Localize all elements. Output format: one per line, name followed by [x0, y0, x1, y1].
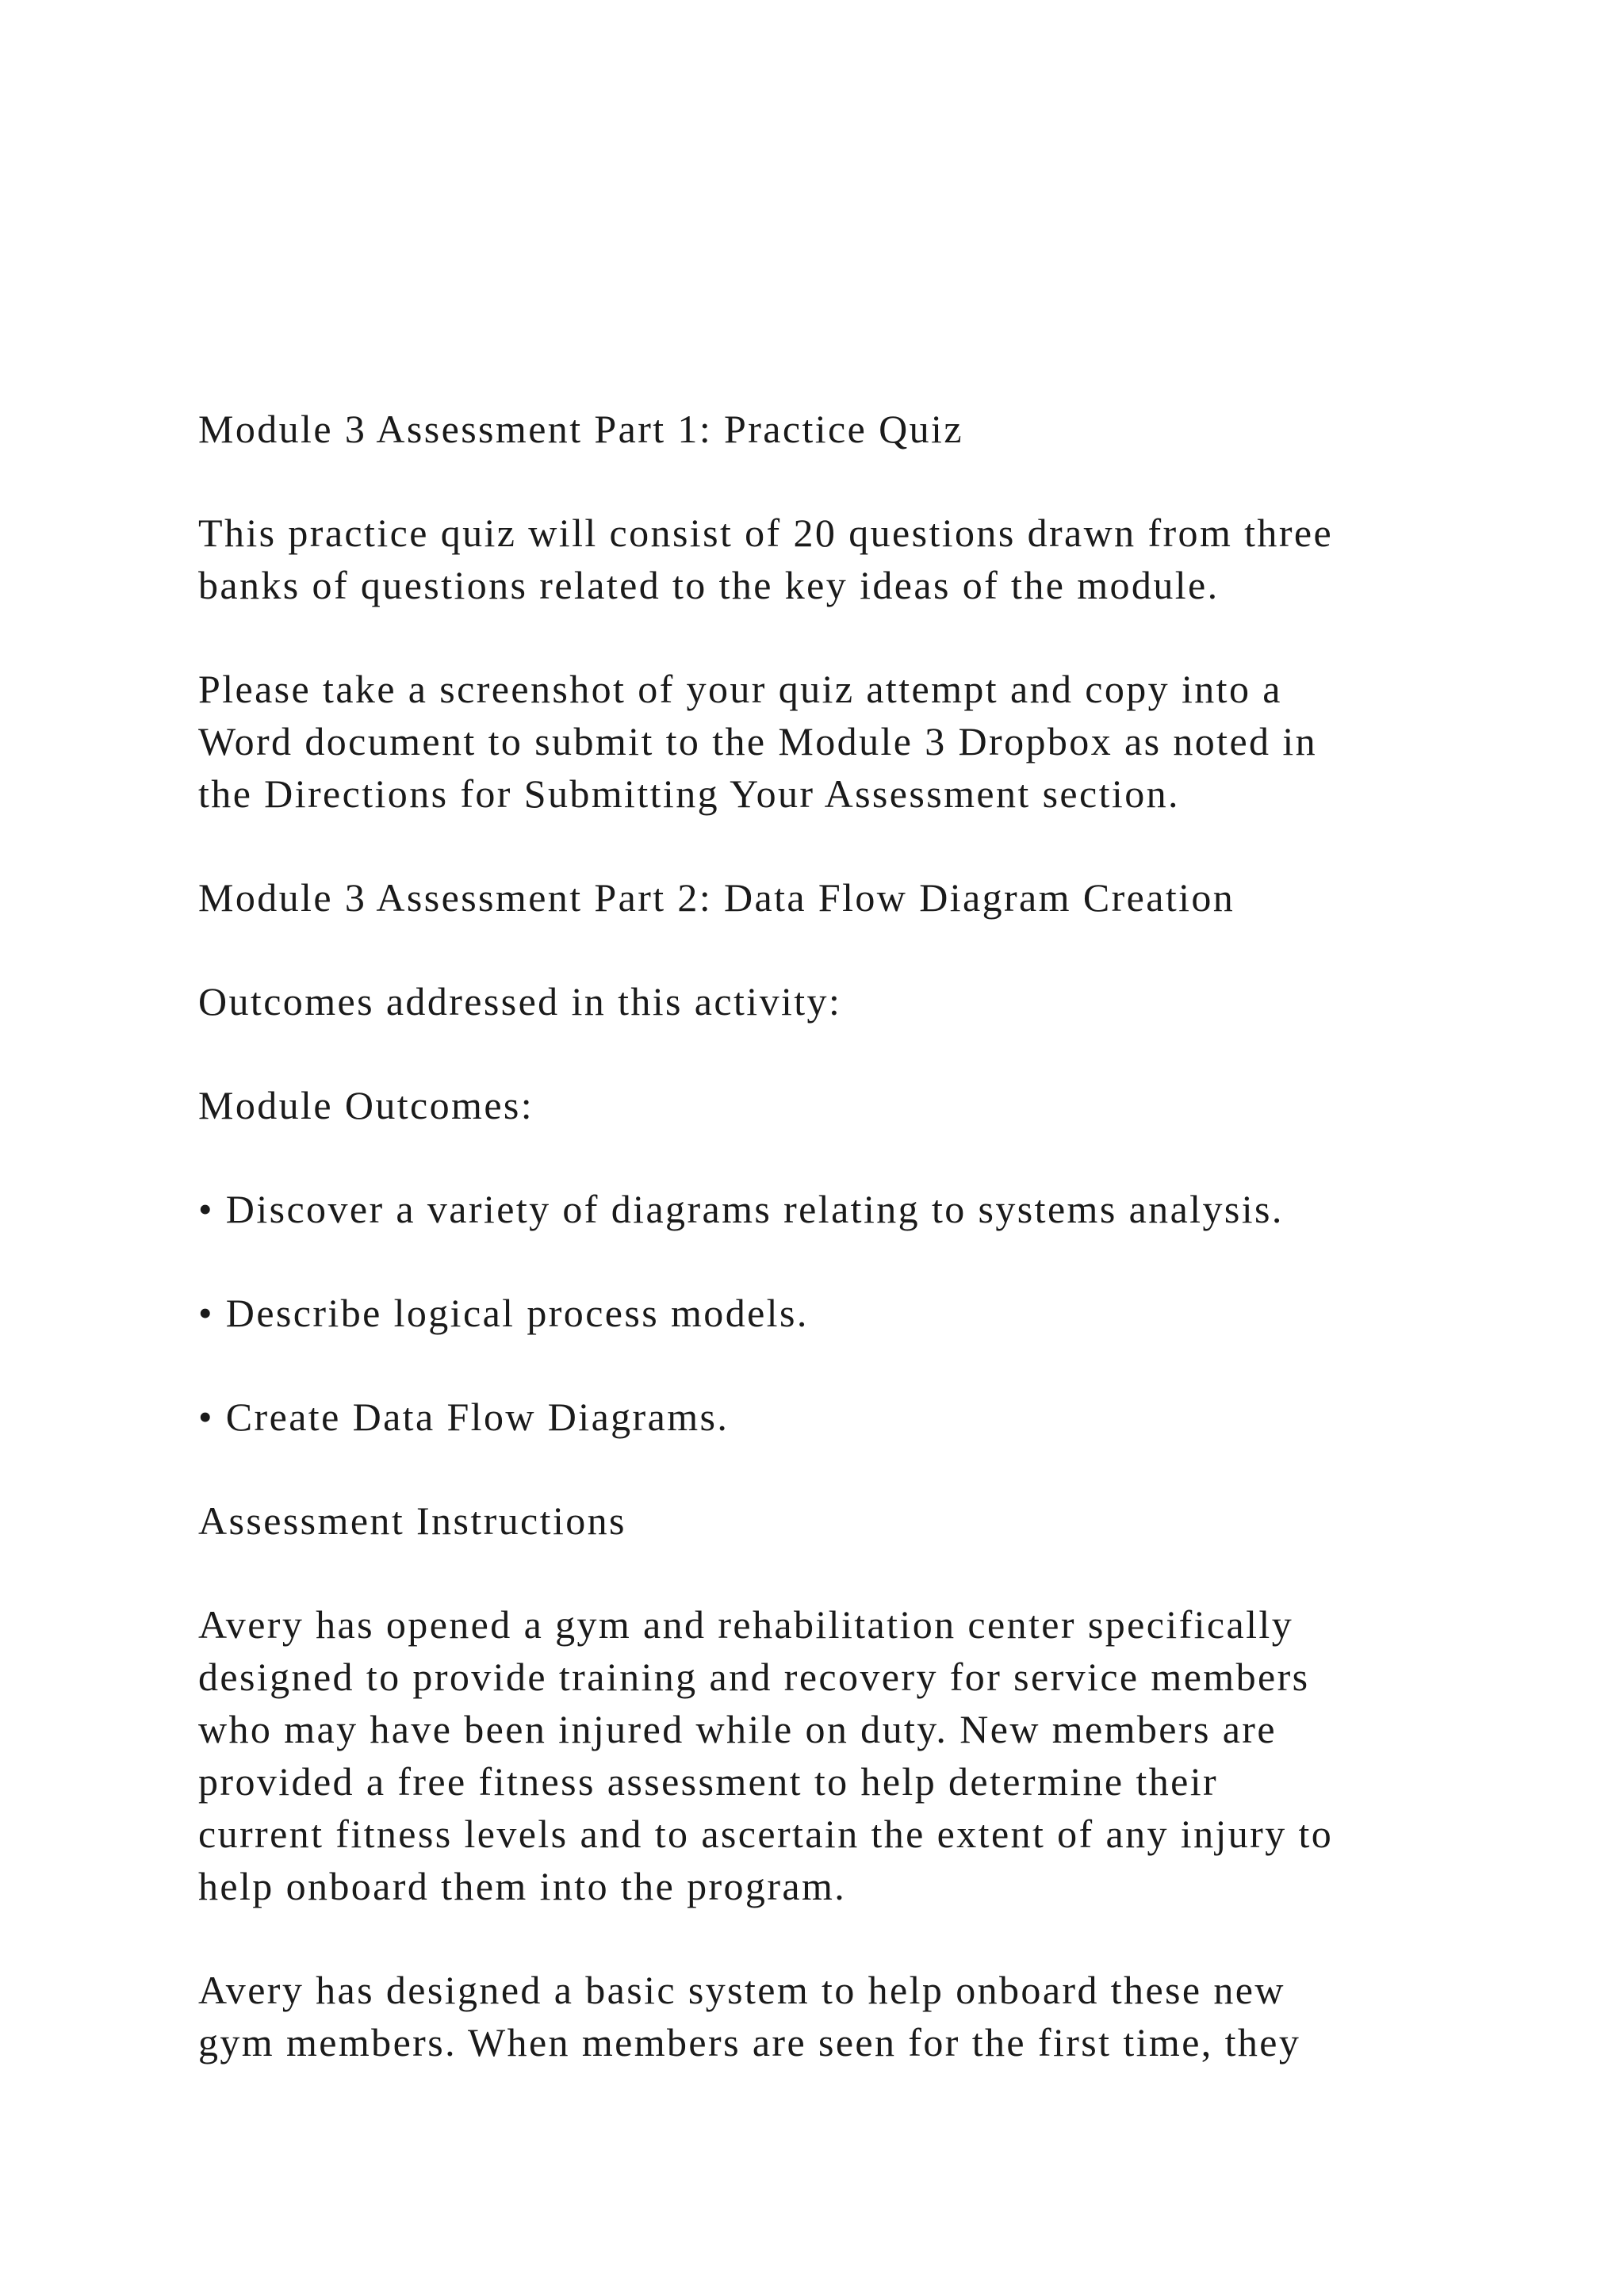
assessment-instructions-heading: Assessment Instructions — [198, 1498, 626, 1543]
module-outcomes-heading: Module Outcomes: — [198, 1083, 534, 1127]
outcome-bullet-item: • Create Data Flow Diagrams. — [198, 1395, 730, 1439]
outcome-bullet-item: • Discover a variety of diagrams relating to systems analysis. — [198, 1187, 1284, 1231]
part1-heading: Module 3 Assessment Part 1: Practice Quiz — [198, 407, 963, 451]
quiz-description-paragraph: This practice quiz will consist of 20 questions drawn from three banks of questions related to the key ideas of the module. — [198, 511, 1334, 607]
outcome-bullet-item: • Describe logical process models. — [198, 1291, 809, 1335]
outcomes-intro: Outcomes addressed in this activity: — [198, 979, 842, 1024]
scenario-paragraph: Avery has opened a gym and rehabilitation center specifically designed to provide training and recovery for service members who may have been injured while on duty. New members are provided a free fitness assessment to help determine their current fitness levels and to ascertain the extent of any injury to help onboard them into the program. — [198, 1602, 1334, 1908]
system-description-paragraph: Avery has designed a basic system to help onboard these new gym members. When members are seen for the first time, they — [198, 1968, 1301, 2064]
screenshot-instructions-paragraph: Please take a screenshot of your quiz attempt and copy into a Word document to submit to the Module 3 Dropbox as noted in the Directions for Submitting Your Assessment section. — [198, 667, 1318, 816]
document-body — [198, 403, 1507, 2120]
part2-heading: Module 3 Assessment Part 2: Data Flow Diagram Creation — [198, 875, 1235, 920]
